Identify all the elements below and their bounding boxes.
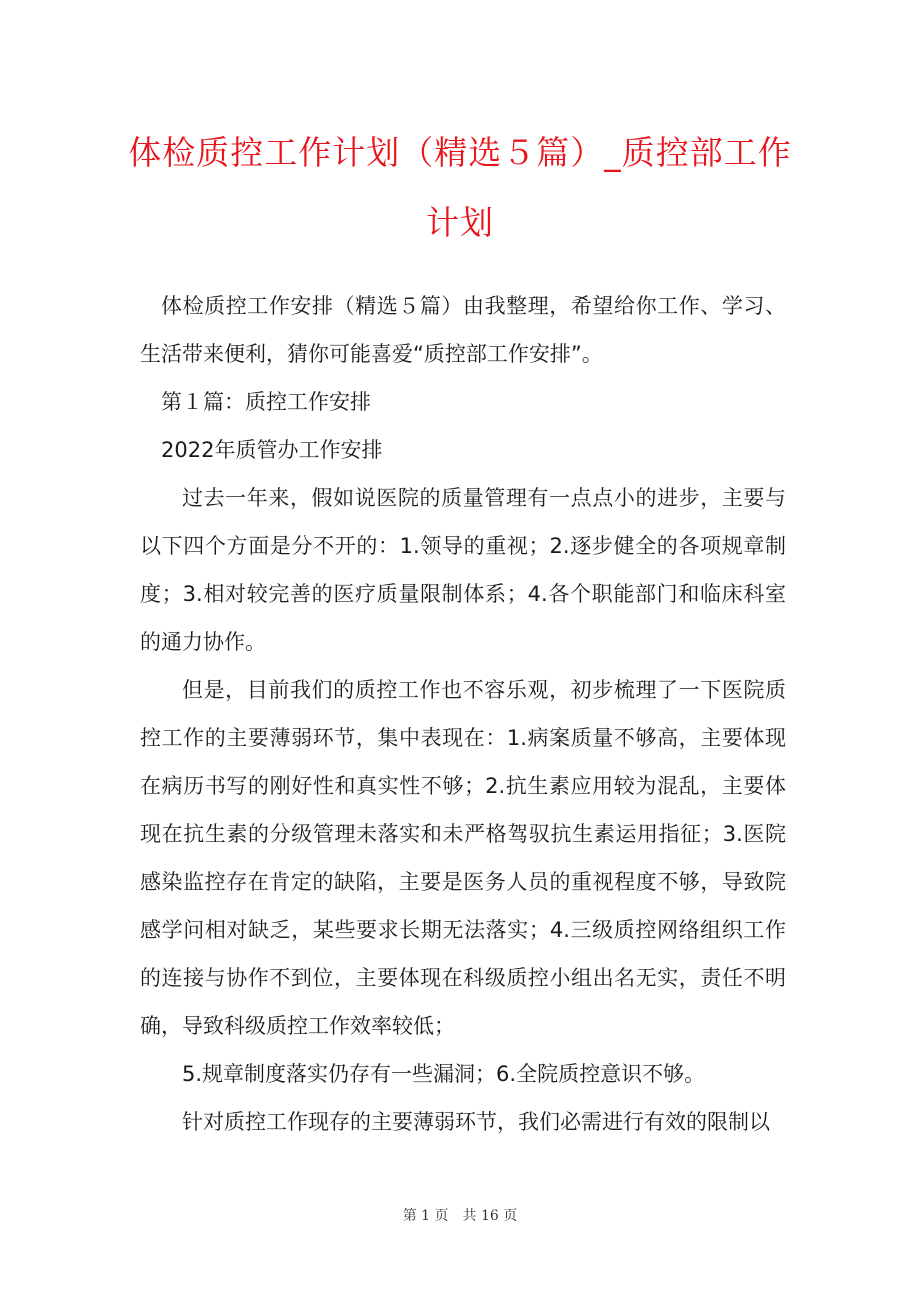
body-paragraph: 但是，目前我们的质控工作也不容乐观，初步梳理了一下医院质控工作的主要薄弱环节，集中表现在：1.病案质量不够高，主要体现在病历书写的刚好性和真实性不够；2.抗生素应用较为混乱，主要体现在抗生素的分级管理未落实和未严格驾驭抗生素运用指征；3.医院感染监控存在肯定的缺陷，主要是医务人员的重视程度不够，导致院感学问相对缺乏，某些要求长期无法落实；4.三级质控网络组织工作的连接与协作不到位，主要体现在科级质控小组出名无实，责任不明确，导致科级质控工作效率较低； (140, 678, 786, 1038)
body-paragraph: 针对质控工作现存的主要薄弱环节，我们必需进行有效的限制以 (182, 1110, 770, 1134)
body-paragraph: 过去一年来，假如说医院的质量管理有一点点小的进步，主要与以下四个方面是分不开的：1.领导的重视；2.逐步健全的各项规章制度；3.相对较完善的医疗质量限制体系；4.各个职能部门和临床科室的通力协作。 (140, 486, 786, 654)
intro-paragraph: 体检质控工作安排（精选５篇）由我整理，希望给你工作、学习、生活带来便利，猜你可能喜爱“质控部工作安排”。 (140, 294, 786, 366)
section-heading: 第１篇：质控工作安排 (161, 390, 371, 414)
document-body (140, 282, 786, 1146)
document-title: 体检质控工作计划（精选５篇）_质控部工作计划 (128, 133, 792, 242)
page-total: 共 16 页 (462, 1208, 518, 1224)
page-number: 第 1 页 (402, 1208, 449, 1224)
page-footer (0, 1206, 920, 1226)
body-paragraph: 5.规章制度落实仍存有一些漏洞；6.全院质控意识不够。 (182, 1062, 706, 1086)
subsection-heading: 2022年质管办工作安排 (161, 438, 383, 462)
